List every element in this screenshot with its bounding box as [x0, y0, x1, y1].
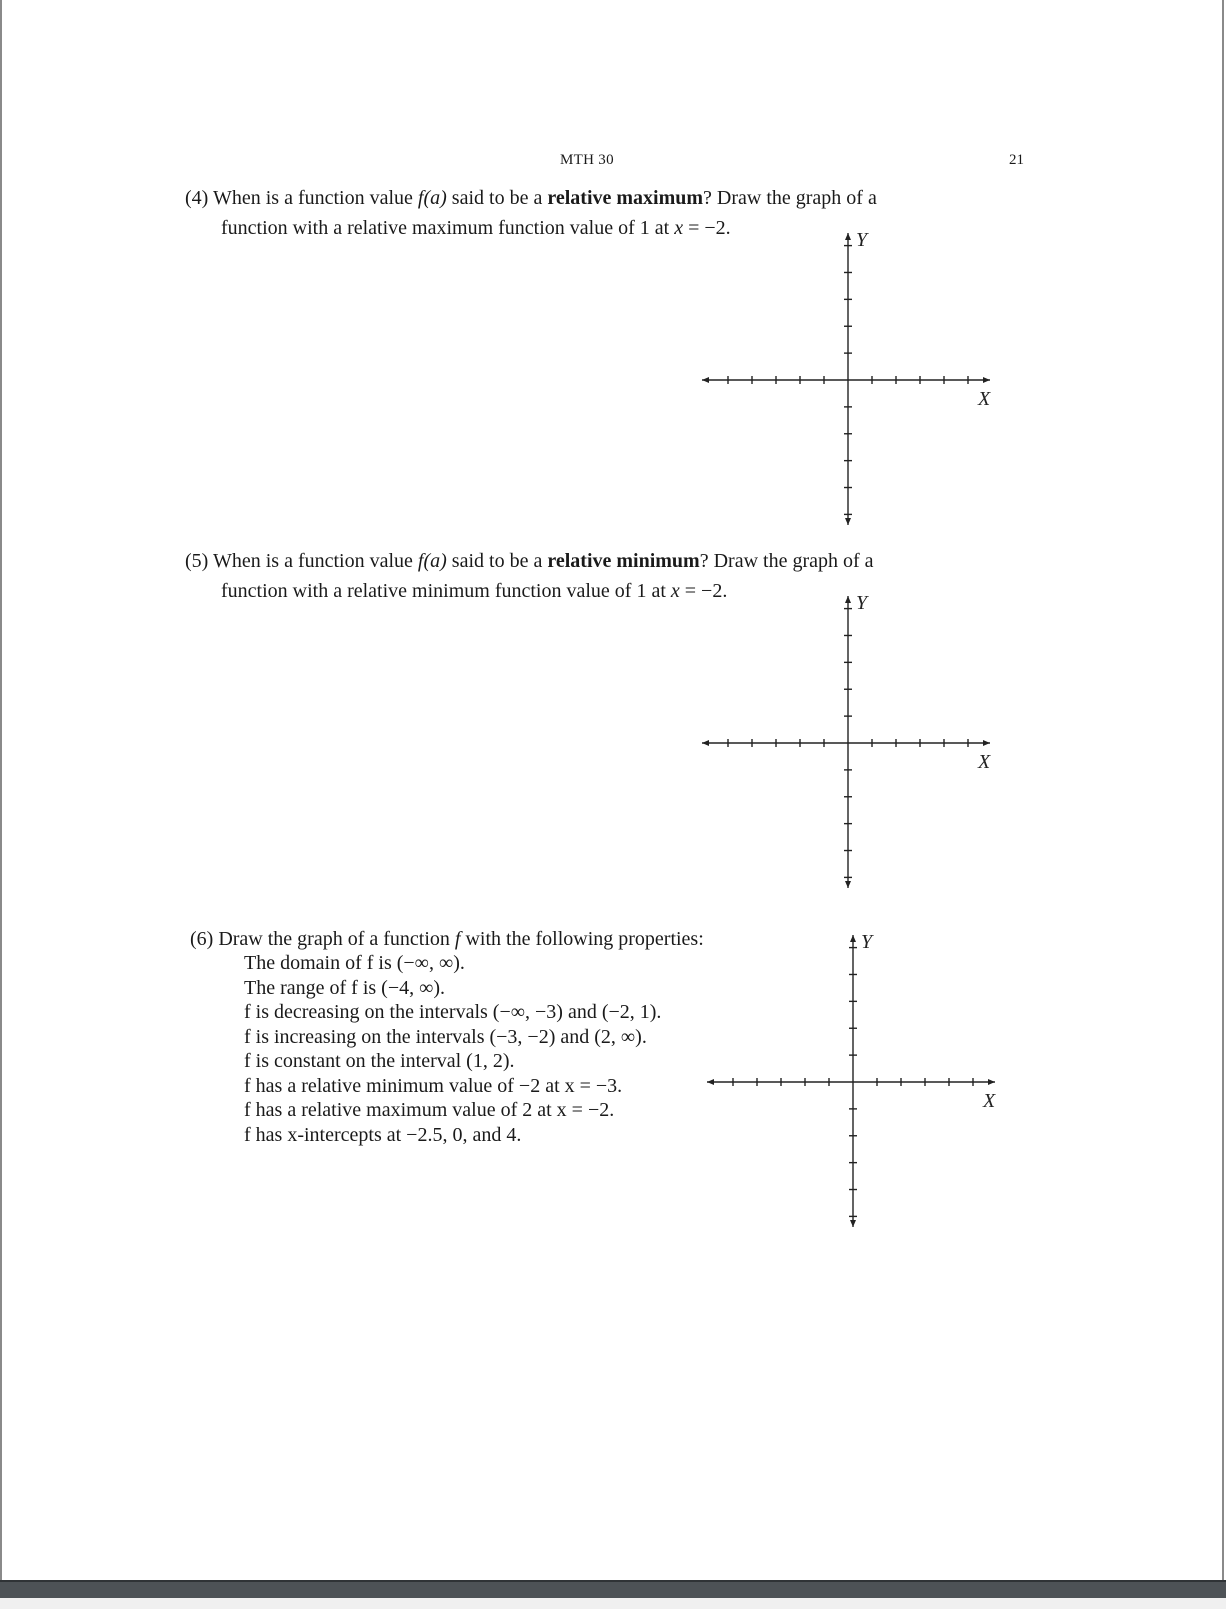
y-axis-arrow-top	[845, 596, 851, 603]
problem-text: said to be a	[446, 187, 548, 209]
problem-number: (4)	[185, 187, 209, 209]
graph-axes-5	[700, 588, 1020, 908]
problem-text: function with a relative minimum function value of 1 at	[221, 580, 671, 602]
y-axis-arrow-bottom	[850, 1220, 856, 1227]
problem-text: = −2.	[679, 580, 728, 602]
problem-number: (5)	[185, 550, 209, 572]
problem-text: = −2.	[683, 217, 731, 239]
bold-term: relative minimum	[547, 550, 700, 572]
problem-text: function with a relative maximum function value of 1 at	[221, 217, 675, 239]
problem-text: ? Draw the graph of a	[699, 550, 874, 572]
property-item: f has a relative minimum value of −2 at x = −3.	[244, 1074, 623, 1097]
y-axis-label: Y	[861, 931, 873, 953]
y-axis-arrow-top	[845, 233, 851, 240]
y-axis-label: Y	[856, 592, 868, 614]
problem-text: When is a function value	[212, 187, 418, 209]
property-item: f is constant on the interval (1, 2).	[244, 1050, 515, 1072]
problem-text: When is a function value	[212, 550, 418, 572]
property-item: The range of f is (−4, ∞).	[244, 976, 446, 999]
problem-4-line-1	[185, 183, 877, 213]
x-axis-arrow-left	[702, 740, 709, 746]
properties-list	[244, 951, 661, 1147]
x-axis-label: X	[978, 751, 991, 773]
math-fa: f(a)	[417, 187, 447, 209]
x-axis-arrow-right	[983, 740, 990, 746]
y-axis-arrow-bottom	[845, 881, 851, 888]
bold-term: relative maximum	[547, 187, 704, 209]
problem-6	[190, 924, 704, 954]
property-item: f is increasing on the intervals (−3, −2) and (2, ∞).	[244, 1025, 647, 1048]
x-axis-label: X	[978, 388, 991, 410]
property-item: f is decreasing on the intervals (−∞, −3) and (−2, 1).	[244, 1001, 662, 1023]
math-fa: f(a)	[417, 550, 447, 572]
property-item: The domain of f is (−∞, ∞).	[244, 952, 465, 974]
problem-6-intro	[190, 924, 704, 954]
viewer-bottom-strip	[0, 1598, 1226, 1609]
problem-text: said to be a	[446, 550, 548, 572]
problem-text: with the following properties:	[460, 928, 704, 950]
problem-number: (6)	[190, 928, 214, 950]
math-f: f	[454, 928, 461, 950]
x-axis-arrow-left	[702, 377, 709, 383]
y-axis-label: Y	[856, 229, 868, 251]
page-number: 21	[1009, 152, 1024, 168]
graph-axes-6	[705, 927, 1025, 1247]
x-axis-arrow-right	[988, 1079, 995, 1085]
x-axis-arrow-left	[707, 1079, 714, 1085]
property-item: f has a relative maximum value of 2 at x = −2.	[244, 1099, 615, 1121]
graph-axes-4	[700, 225, 1020, 545]
y-axis-arrow-bottom	[845, 518, 851, 525]
x-axis-arrow-right	[983, 377, 990, 383]
math-x: x	[674, 217, 684, 239]
math-x: x	[670, 580, 680, 602]
x-axis-label: X	[983, 1090, 996, 1112]
viewer-bottom-bar	[0, 1580, 1226, 1598]
problem-5-line-1	[185, 546, 874, 576]
y-axis-arrow-top	[850, 935, 856, 942]
problem-text: ? Draw the graph of a	[703, 187, 877, 209]
problem-text: Draw the graph of a function	[218, 928, 455, 950]
property-item: f has x-intercepts at −2.5, 0, and 4.	[244, 1123, 522, 1146]
header-course: MTH 30	[560, 152, 614, 168]
